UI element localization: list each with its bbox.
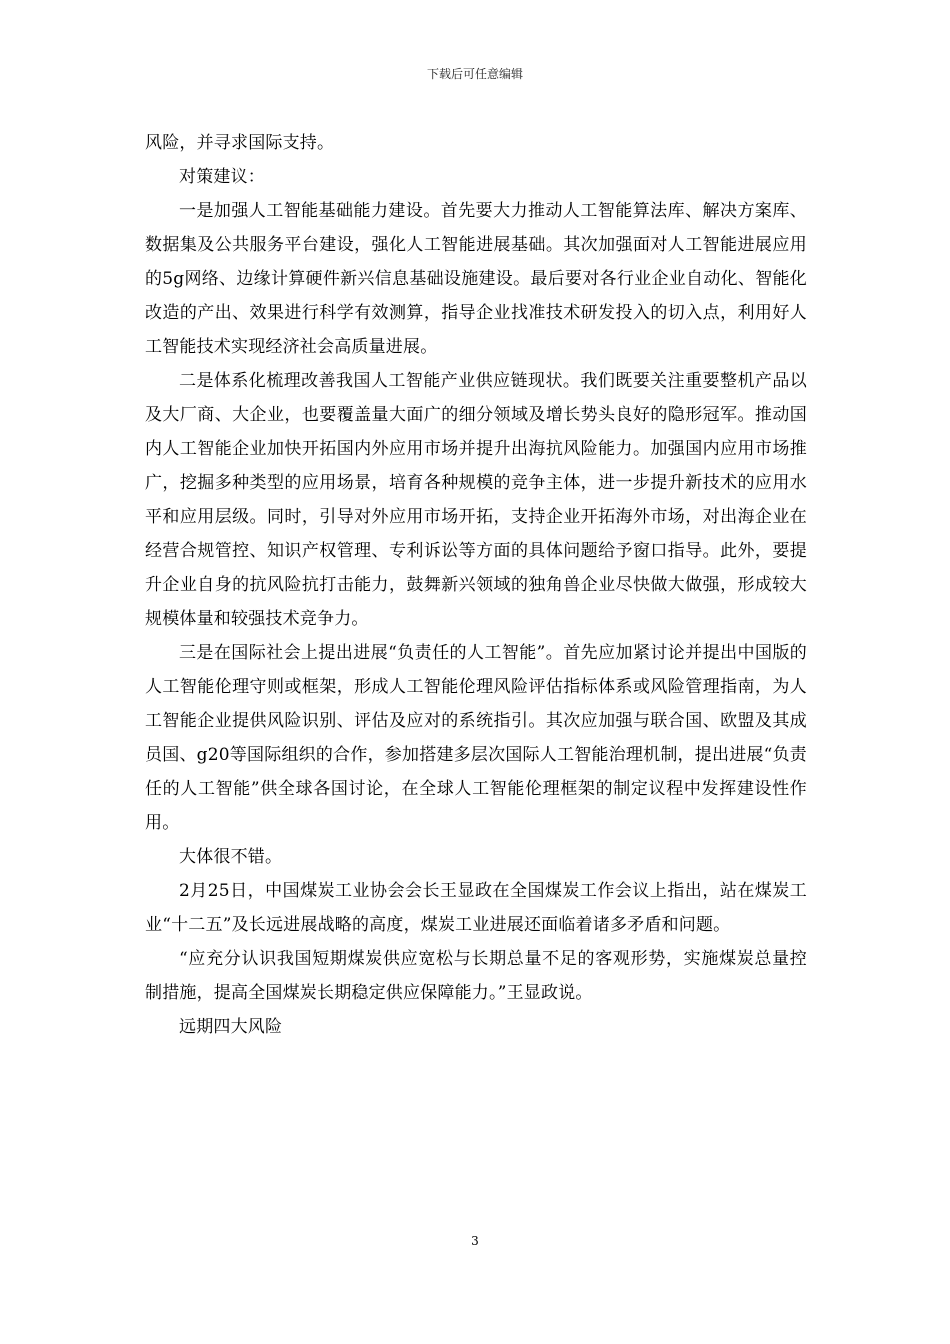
document-body <box>145 126 807 1044</box>
paragraph-second-point: 二是体系化梳理改善我国人工智能产业供应链现状。我们既要关注重要整机产品以及大厂商、大企业，也要覆盖量大面广的细分领域及增长势头良好的隐形冠军。推动国内人工智能企业加快开拓国内外应用市场并提升出海抗风险能力。加强国内应用市场推广，挖掘多种类型的应用场景，培育各种规模的竞争主体，进一步提升新技术的应用水平和应用层级。同时，引导对外应用市场开拓，支持企业开拓海外市场，对出海企业在经营合规管控、知识产权管理、专利诉讼等方面的具体问题给予窗口指导。此外，要提升企业自身的抗风险抗打击能力，鼓舞新兴领域的独角兽企业尽快做大做强，形成较大规模体量和较强技术竞争力。 <box>145 371 807 629</box>
paragraph-quote: “应充分认识我国短期煤炭供应宽松与长期总量不足的客观形势，实施煤炭总量控制措施，提高全国煤炭长期稳定供应保障能力。”王显政说。 <box>145 949 807 1003</box>
section-heading-risks: 远期四大风险 <box>179 1017 283 1037</box>
paragraph-first-point: 一是加强人工智能基础能力建设。首先要大力推动人工智能算法库、解决方案库、数据集及公共服务平台建设，强化人工智能进展基础。其次加强面对人工智能进展应用的5g网络、边缘计算硬件新兴信息基础设施建设。最后要对各行业企业自动化、智能化改造的产出、效果进行科学有效测算，指导企业找准技术研发投入的切入点，利用好人工智能技术实现经济社会高质量进展。 <box>145 201 807 357</box>
paragraph-continuation: 风险，并寻求国际支持。 <box>145 133 335 153</box>
paragraph-remark: 大体很不错。 <box>179 847 283 867</box>
page-number: 3 <box>471 1234 479 1248</box>
paragraph-third-point: 三是在国际社会上提出进展“负责任的人工智能”。首先应加紧讨论并提出中国版的人工智能伦理守则或框架，形成人工智能伦理风险评估指标体系或风险管理指南，为人工智能企业提供风险识别、评估及应对的系统指引。其次应加强与联合国、欧盟及其成员国、g20等国际组织的合作，参加搭建多层次国际人工智能治理机制，提出进展“负责任的人工智能”供全球各国讨论，在全球人工智能伦理框架的制定议程中发挥建设性作用。 <box>145 643 807 833</box>
paragraph-countermeasures-heading: 对策建议： <box>179 167 265 187</box>
page-header: 下载后可任意编辑 <box>426 67 523 81</box>
paragraph-coal-conference: 2月25日，中国煤炭工业协会会长王显政在全国煤炭工作会议上指出，站在煤炭工业“十二五”及长远进展战略的高度，煤炭工业进展还面临着诸多矛盾和问题。 <box>145 881 807 935</box>
